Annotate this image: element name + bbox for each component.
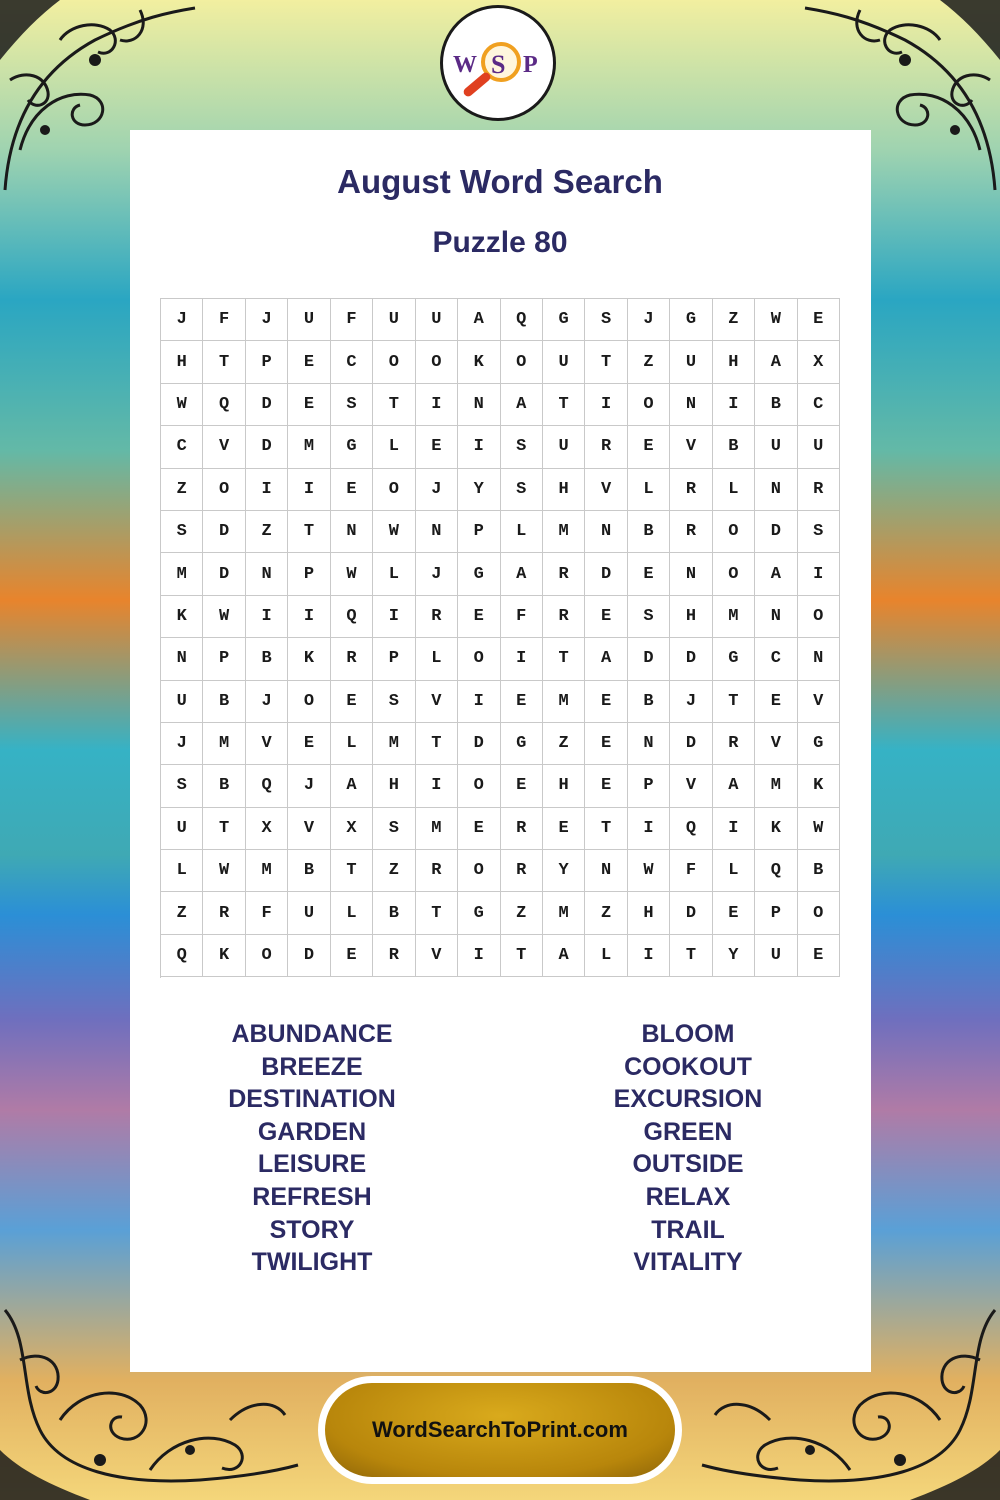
word-list-right [538,1018,838,1279]
grid-cell[interactable]: O [628,384,670,426]
grid-cell[interactable]: I [713,808,755,850]
grid-cell[interactable]: A [755,553,797,595]
grid-cell[interactable]: P [203,638,245,680]
grid-cell[interactable]: T [416,892,458,934]
grid-cell[interactable]: R [373,935,415,977]
grid-cell[interactable]: S [798,511,840,553]
grid-cell[interactable]: T [331,850,373,892]
grid-cell[interactable]: E [458,596,500,638]
grid-cell[interactable]: R [670,469,712,511]
grid-cell[interactable]: X [331,808,373,850]
grid-cell[interactable]: R [585,426,627,468]
grid-cell[interactable]: H [161,341,203,383]
grid-cell[interactable]: A [585,638,627,680]
grid-cell[interactable]: K [798,765,840,807]
word-list-item: TWILIGHT [251,1248,373,1277]
grid-cell[interactable]: T [203,808,245,850]
grid-cell[interactable]: E [798,299,840,341]
grid-cell[interactable]: K [203,935,245,977]
grid-cell[interactable]: M [713,596,755,638]
grid-cell[interactable]: H [670,596,712,638]
grid-cell[interactable]: P [628,765,670,807]
grid-cell[interactable]: J [288,765,330,807]
grid-cell[interactable]: E [585,596,627,638]
grid-cell[interactable]: T [713,681,755,723]
grid-cell[interactable]: U [161,808,203,850]
grid-cell[interactable]: T [585,808,627,850]
grid-cell[interactable]: E [543,808,585,850]
grid-cell[interactable]: D [246,426,288,468]
grid-cell[interactable]: W [373,511,415,553]
grid-cell[interactable]: O [373,469,415,511]
word-list-item: GARDEN [257,1117,367,1146]
grid-cell[interactable]: J [670,681,712,723]
grid-cell[interactable]: M [755,765,797,807]
grid-cell[interactable]: R [543,553,585,595]
grid-cell[interactable]: V [416,935,458,977]
grid-cell[interactable]: B [628,511,670,553]
grid-cell[interactable]: Q [755,850,797,892]
grid-cell[interactable]: I [458,426,500,468]
grid-cell[interactable]: C [798,384,840,426]
grid-cell[interactable]: U [161,681,203,723]
grid-cell[interactable]: W [203,596,245,638]
grid-cell[interactable]: S [373,808,415,850]
grid-cell[interactable]: Q [670,808,712,850]
grid-cell[interactable]: Y [458,469,500,511]
grid-cell[interactable]: B [246,638,288,680]
grid-cell[interactable]: F [246,892,288,934]
grid-cell[interactable]: S [501,469,543,511]
grid-cell[interactable]: I [501,638,543,680]
grid-cell[interactable]: Z [246,511,288,553]
grid-row [161,892,840,934]
grid-cell[interactable]: P [288,553,330,595]
grid-cell[interactable]: Z [373,850,415,892]
word-list-item: COOKOUT [624,1052,752,1081]
grid-cell[interactable]: E [755,681,797,723]
grid-row [161,596,840,638]
grid-cell[interactable]: G [458,553,500,595]
grid-cell[interactable]: O [798,596,840,638]
grid-cell[interactable]: Z [501,892,543,934]
word-list-item: STORY [269,1215,355,1244]
grid-cell[interactable]: D [288,935,330,977]
grid-cell[interactable]: Q [331,596,373,638]
grid-cell[interactable]: R [798,469,840,511]
grid-cell[interactable]: N [755,596,797,638]
grid-cell[interactable]: S [161,511,203,553]
grid-cell[interactable]: S [331,384,373,426]
grid-cell[interactable]: L [161,850,203,892]
grid-cell[interactable]: I [288,469,330,511]
grid-cell[interactable]: T [670,935,712,977]
grid-cell[interactable]: O [246,935,288,977]
grid-cell[interactable]: D [203,553,245,595]
grid-cell[interactable]: L [373,426,415,468]
grid-cell[interactable]: E [331,681,373,723]
grid-cell[interactable]: A [713,765,755,807]
grid-cell[interactable]: L [501,511,543,553]
word-list-item: BREEZE [261,1052,363,1081]
grid-cell[interactable]: W [203,850,245,892]
grid-cell[interactable]: M [543,892,585,934]
grid-cell[interactable]: I [416,384,458,426]
grid-cell[interactable]: I [373,596,415,638]
grid-cell[interactable]: W [331,553,373,595]
grid-cell[interactable]: H [628,892,670,934]
grid-cell[interactable]: M [288,426,330,468]
grid-cell[interactable]: D [203,511,245,553]
grid-cell[interactable]: G [501,723,543,765]
grid-cell[interactable]: K [161,596,203,638]
grid-row [161,638,840,680]
word-list-item: RELAX [645,1182,731,1211]
grid-cell[interactable]: A [755,341,797,383]
wsp-logo [440,5,556,121]
grid-cell[interactable]: B [203,681,245,723]
grid-cell[interactable]: R [501,850,543,892]
word-list-item: TRAIL [651,1215,725,1244]
grid-cell[interactable]: L [331,892,373,934]
grid-row [161,723,840,765]
grid-cell[interactable]: L [713,469,755,511]
grid-cell[interactable]: L [628,469,670,511]
grid-cell[interactable]: I [246,469,288,511]
grid-row [161,511,840,553]
grid-cell[interactable]: M [543,681,585,723]
page-title: August Word Search [337,163,663,200]
grid-cell[interactable]: I [628,935,670,977]
grid-cell[interactable]: E [798,935,840,977]
grid-cell[interactable]: S [501,426,543,468]
word-list-item: LEISURE [257,1150,367,1179]
grid-cell[interactable]: W [628,850,670,892]
grid-cell[interactable]: Q [246,765,288,807]
grid-row [161,384,840,426]
grid-cell[interactable]: J [628,299,670,341]
grid-cell[interactable]: V [755,723,797,765]
grid-cell[interactable]: Z [713,299,755,341]
grid-cell[interactable]: O [203,469,245,511]
grid-cell[interactable]: B [373,892,415,934]
grid-cell[interactable]: O [713,511,755,553]
grid-cell[interactable]: E [331,935,373,977]
grid-cell[interactable]: O [373,341,415,383]
letter-grid [160,298,840,978]
grid-cell[interactable]: C [161,426,203,468]
puzzle-number: Puzzle 80 [432,226,568,259]
grid-cell[interactable]: V [670,765,712,807]
grid-cell[interactable]: R [713,723,755,765]
logo-letter-s: S [491,50,506,79]
website-label[interactable]: WordSearchToPrint.com [325,1383,675,1477]
grid-cell[interactable]: G [543,299,585,341]
grid-cell[interactable]: E [416,426,458,468]
word-list-item: REFRESH [252,1182,372,1211]
grid-row [161,808,840,850]
grid-row [161,469,840,511]
grid-cell[interactable]: G [331,426,373,468]
grid-cell[interactable]: H [543,765,585,807]
grid-row [161,553,840,595]
grid-cell[interactable]: K [288,638,330,680]
grid-cell[interactable]: K [458,341,500,383]
grid-cell[interactable]: D [670,892,712,934]
grid-cell[interactable]: T [288,511,330,553]
grid-cell[interactable]: U [416,299,458,341]
website-badge[interactable] [318,1376,682,1484]
grid-cell[interactable]: Z [161,892,203,934]
grid-cell[interactable]: B [628,681,670,723]
grid-cell[interactable]: U [288,299,330,341]
grid-cell[interactable]: F [331,299,373,341]
grid-cell[interactable]: A [501,384,543,426]
grid-cell[interactable]: X [798,341,840,383]
grid-cell[interactable]: S [585,299,627,341]
grid-cell[interactable]: P [246,341,288,383]
grid-cell[interactable]: N [628,723,670,765]
grid-cell[interactable]: T [543,638,585,680]
grid-cell[interactable]: E [628,426,670,468]
grid-cell[interactable]: J [416,553,458,595]
grid-cell[interactable]: Z [628,341,670,383]
grid-cell[interactable]: S [161,765,203,807]
grid-cell[interactable]: L [373,553,415,595]
grid-cell[interactable]: H [713,341,755,383]
grid-cell[interactable]: U [670,341,712,383]
grid-cell[interactable]: Z [585,892,627,934]
grid-cell[interactable]: I [713,384,755,426]
grid-cell[interactable]: E [713,892,755,934]
grid-cell[interactable]: M [203,723,245,765]
grid-cell[interactable]: F [501,596,543,638]
grid-cell[interactable]: E [501,765,543,807]
grid-cell[interactable]: T [543,384,585,426]
grid-cell[interactable]: O [288,681,330,723]
grid-cell[interactable]: R [416,850,458,892]
grid-row [161,426,840,468]
grid-cell[interactable]: E [458,808,500,850]
grid-cell[interactable]: D [670,638,712,680]
grid-cell[interactable]: A [501,553,543,595]
grid-cell[interactable]: N [331,511,373,553]
grid-cell[interactable]: I [458,681,500,723]
grid-cell[interactable]: T [373,384,415,426]
grid-cell[interactable]: G [713,638,755,680]
grid-cell[interactable]: O [458,850,500,892]
grid-cell[interactable]: P [755,892,797,934]
grid-cell[interactable]: L [713,850,755,892]
grid-cell[interactable]: E [628,553,670,595]
grid-cell[interactable]: D [755,511,797,553]
grid-cell[interactable]: V [416,681,458,723]
grid-cell[interactable]: O [416,341,458,383]
grid-cell[interactable]: J [246,681,288,723]
grid-cell[interactable]: T [501,935,543,977]
grid-cell[interactable]: N [458,384,500,426]
grid-row [161,850,840,892]
grid-cell[interactable]: D [670,723,712,765]
grid-cell[interactable]: J [416,469,458,511]
grid-cell[interactable]: T [416,723,458,765]
grid-cell[interactable]: U [288,892,330,934]
grid-cell[interactable]: M [543,511,585,553]
grid-cell[interactable]: N [161,638,203,680]
grid-cell[interactable]: R [331,638,373,680]
grid-cell[interactable]: C [755,638,797,680]
grid-cell[interactable]: N [670,384,712,426]
grid-cell[interactable]: E [585,723,627,765]
grid-cell[interactable]: O [458,765,500,807]
word-list-item: BLOOM [641,1020,735,1048]
grid-cell[interactable]: N [416,511,458,553]
word-list-item: VITALITY [633,1248,743,1277]
grid-cell[interactable]: O [458,638,500,680]
grid-cell[interactable]: U [543,426,585,468]
grid-cell[interactable]: I [458,935,500,977]
grid-cell[interactable]: L [585,935,627,977]
grid-row [161,935,840,977]
grid-row [161,341,840,383]
grid-cell[interactable]: F [203,299,245,341]
grid-cell[interactable]: U [798,426,840,468]
grid-cell[interactable]: B [755,384,797,426]
grid-cell[interactable]: L [331,723,373,765]
grid-cell[interactable]: S [373,681,415,723]
grid-cell[interactable]: N [585,511,627,553]
grid-cell[interactable]: Q [203,384,245,426]
grid-cell[interactable]: I [798,553,840,595]
grid-cell[interactable]: U [543,341,585,383]
grid-cell[interactable]: N [246,553,288,595]
word-list-left [162,1018,462,1279]
grid-cell[interactable]: I [246,596,288,638]
grid-cell[interactable]: I [628,808,670,850]
grid-cell[interactable]: V [203,426,245,468]
grid-cell[interactable]: M [161,553,203,595]
grid-cell[interactable]: W [798,808,840,850]
grid-cell[interactable]: P [373,638,415,680]
grid-cell[interactable]: P [458,511,500,553]
word-list-item: DESTINATION [228,1085,396,1114]
grid-cell[interactable]: K [755,808,797,850]
grid-cell[interactable]: N [585,850,627,892]
grid-cell[interactable]: V [246,723,288,765]
grid-cell[interactable]: E [585,681,627,723]
grid-cell[interactable]: Z [161,469,203,511]
grid-cell[interactable]: E [585,765,627,807]
grid-cell[interactable]: N [798,638,840,680]
grid-cell[interactable]: E [288,384,330,426]
word-list-item: OUTSIDE [632,1150,744,1179]
grid-cell[interactable]: R [501,808,543,850]
grid-cell[interactable]: V [670,426,712,468]
grid-cell[interactable]: R [203,892,245,934]
grid-cell[interactable]: B [713,426,755,468]
grid-cell[interactable]: G [670,299,712,341]
grid-cell[interactable]: E [331,469,373,511]
logo-letter-p: P [523,52,538,78]
grid-row [161,299,840,341]
grid-cell[interactable]: O [798,892,840,934]
grid-cell[interactable]: S [628,596,670,638]
grid-cell[interactable]: R [670,511,712,553]
grid-cell[interactable]: H [373,765,415,807]
grid-cell[interactable]: H [543,469,585,511]
grid-cell[interactable]: T [203,341,245,383]
grid-cell[interactable]: L [416,638,458,680]
grid-cell[interactable]: X [246,808,288,850]
grid-cell[interactable]: E [288,341,330,383]
grid-cell[interactable]: Y [713,935,755,977]
grid-cell[interactable]: R [416,596,458,638]
grid-cell[interactable]: B [288,850,330,892]
grid-cell[interactable]: Z [543,723,585,765]
grid-cell[interactable]: U [755,935,797,977]
grid-cell[interactable]: V [585,469,627,511]
grid-row [161,765,840,807]
grid-cell[interactable]: A [458,299,500,341]
grid-cell[interactable]: A [543,935,585,977]
grid-cell[interactable]: C [331,341,373,383]
grid-cell[interactable]: D [458,723,500,765]
grid-cell[interactable]: N [755,469,797,511]
grid-cell[interactable]: R [543,596,585,638]
grid-cell[interactable]: I [585,384,627,426]
grid-cell[interactable]: J [246,299,288,341]
grid-cell[interactable]: E [501,681,543,723]
grid-cell[interactable]: M [246,850,288,892]
grid-cell[interactable]: V [288,808,330,850]
word-list-item: ABUNDANCE [231,1020,393,1048]
logo-letter-w: W [453,52,477,78]
grid-cell[interactable]: Q [501,299,543,341]
grid-cell[interactable]: T [585,341,627,383]
grid-cell[interactable]: J [161,723,203,765]
grid-cell[interactable]: B [203,765,245,807]
grid-cell[interactable]: M [373,723,415,765]
grid-cell[interactable]: G [798,723,840,765]
grid-cell[interactable]: I [416,765,458,807]
grid-cell[interactable]: Q [161,935,203,977]
grid-cell[interactable]: Y [543,850,585,892]
grid-cell[interactable]: D [585,553,627,595]
grid-row [161,681,840,723]
grid-cell[interactable]: D [246,384,288,426]
grid-cell[interactable]: U [755,426,797,468]
grid-cell[interactable]: U [373,299,415,341]
grid-cell[interactable]: N [670,553,712,595]
grid-cell[interactable]: G [458,892,500,934]
grid-cell[interactable]: W [755,299,797,341]
grid-cell[interactable]: M [416,808,458,850]
grid-cell[interactable]: I [288,596,330,638]
word-list-item: EXCURSION [613,1085,763,1114]
grid-cell[interactable]: B [798,850,840,892]
grid-cell[interactable]: O [501,341,543,383]
grid-cell[interactable]: O [713,553,755,595]
grid-cell[interactable]: A [331,765,373,807]
word-list-item: GREEN [643,1117,733,1146]
grid-cell[interactable]: V [798,681,840,723]
grid-cell[interactable]: W [161,384,203,426]
grid-cell[interactable]: F [670,850,712,892]
grid-cell[interactable]: D [628,638,670,680]
grid-cell[interactable]: J [161,299,203,341]
grid-cell[interactable]: E [288,723,330,765]
